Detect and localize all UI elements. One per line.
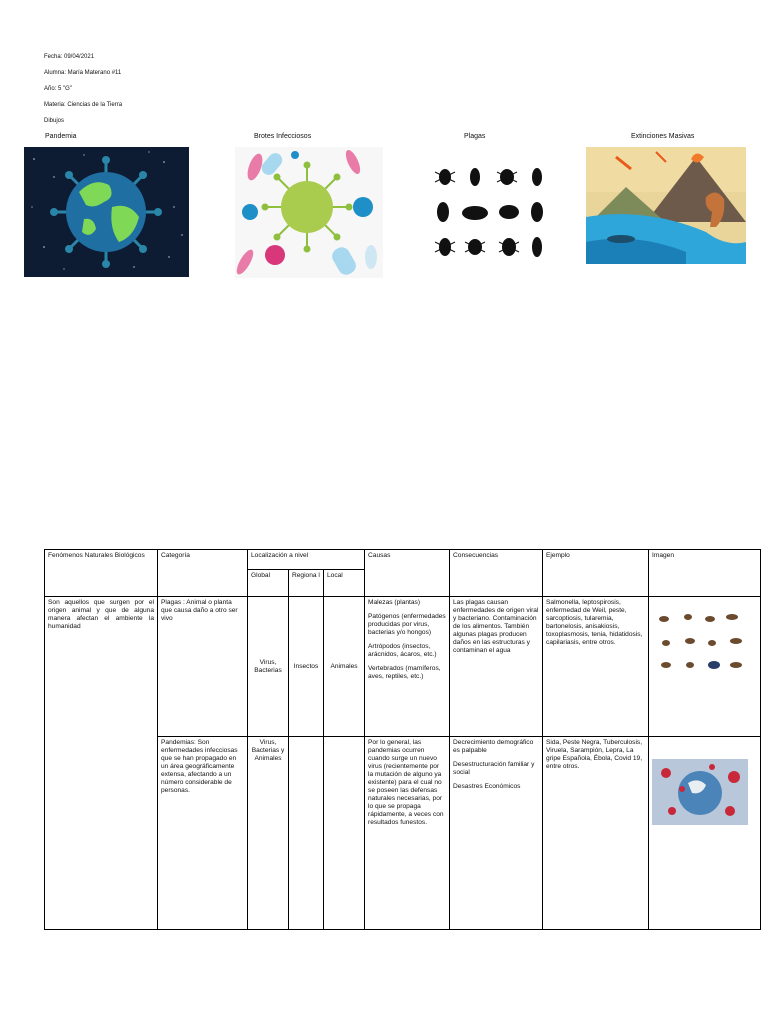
- pandemic-thumbnail: [652, 759, 757, 828]
- row1-causa-3: Artrópodos (insectos, arácnidos, ácaros, etc.): [368, 643, 437, 658]
- outbreak-image: [235, 147, 383, 278]
- row1-causa-1: Malezas (plantas): [368, 599, 421, 606]
- row2-local: [324, 737, 365, 930]
- row2-consec-2: Desestructuración familiar y social: [453, 761, 535, 776]
- header-ejemplo: Ejemplo: [543, 550, 649, 597]
- row2-consec-3: Desastres Económicos: [453, 783, 521, 790]
- header-causas: Causas: [365, 550, 450, 597]
- row1-causa-2: Patógenos (enfermedades producidas por virus, bacterias y/o hongos): [368, 613, 446, 636]
- header-consecuencias: Consecuencias: [450, 550, 543, 597]
- row2-regional: [289, 737, 324, 930]
- row2-global: Virus, Bacterias y Animales: [248, 737, 289, 930]
- extinction-image: [586, 147, 746, 264]
- row1-regional: Insectos: [289, 597, 324, 737]
- row1-imagen: [649, 597, 761, 737]
- phenomena-table: [44, 549, 761, 930]
- caption-brotes: Brotes Infecciosos: [254, 133, 312, 140]
- caption-pandemia: Pandemia: [45, 133, 77, 140]
- row2-causas: Por lo general, las pandemias ocurren cuando surge un nuevo virus (recientemente por la mutación de alguno ya existente) para el cual no se poseen las defensas naturales necesarias, por lo que se propaga rápidamente, a veces con resultados funestos.: [365, 737, 450, 930]
- row1-ejemplo: Salmonella, leptospirosis, enfermedad de Weil, peste, sarcoptiosis, tularemia, bartonelosis, anisakiosis, toxoplasmosis, tenia, hidatidosis, capilariasis, entre otros.: [543, 597, 649, 737]
- header-global: Global: [248, 570, 289, 597]
- header-categoria: Categoría: [158, 550, 248, 597]
- insects-thumbnail: [652, 605, 757, 683]
- row1-consecuencias: Las plagas causan enfermedades de origen viral y bacteriano. Contaminación de los alimentos. También algunas plagas producen daños en las estructuras y contaminan el agua: [450, 597, 543, 737]
- row2-categoria: Pandemias: Son enfermedades infecciosas que se han propagado en un área geográficamente extensa, afectando a un número considerable de personas.: [158, 737, 248, 930]
- header-regional: Regiona l: [289, 570, 324, 597]
- header-imagen: Imagen: [649, 550, 761, 597]
- row2-consecuencias: [450, 737, 543, 930]
- date-line: Fecha: 09/04/2021: [44, 54, 95, 60]
- header-localizacion: Localización a nivel: [248, 550, 365, 570]
- student-line: Alumna: María Materano #11: [44, 70, 122, 76]
- subject-line: Materia: Ciencias de la Tierra: [44, 102, 123, 108]
- row2-consec-1: Decrecimiento demográfico es palpable: [453, 739, 534, 754]
- caption-extinciones: Extinciones Masivas: [631, 133, 695, 140]
- pests-image: [425, 147, 555, 275]
- row1-causas: [365, 597, 450, 737]
- row1-categoria: Plagas : Animal o planta que causa daño a otro ser vivo: [158, 597, 248, 737]
- header-local: Local: [324, 570, 365, 597]
- caption-plagas: Plagas: [464, 133, 486, 140]
- drawings-line: Dibujos: [44, 118, 65, 124]
- row1-global: Virus, Bacterias: [248, 597, 289, 737]
- header-fenomenos: Fenómenos Naturales Biológicos: [45, 550, 158, 597]
- row2-ejemplo: Sida, Peste Negra, Tuberculosis, Viruela, Sarampión, Lepra, La gripe Española, Ébola, Covid 19, entre otros.: [543, 737, 649, 930]
- definition-cell: Son aquellos que surgen por el origen animal y que de alguna manera afectan el ambiente la humanidad: [45, 597, 158, 930]
- year-line: Año: 5 "G": [44, 86, 72, 92]
- row1-local: Animales: [324, 597, 365, 737]
- row2-imagen: [649, 737, 761, 930]
- row1-causa-4: Vertebrados (mamíferos, aves, reptiles, etc.): [368, 665, 441, 680]
- pandemic-image: [24, 147, 189, 277]
